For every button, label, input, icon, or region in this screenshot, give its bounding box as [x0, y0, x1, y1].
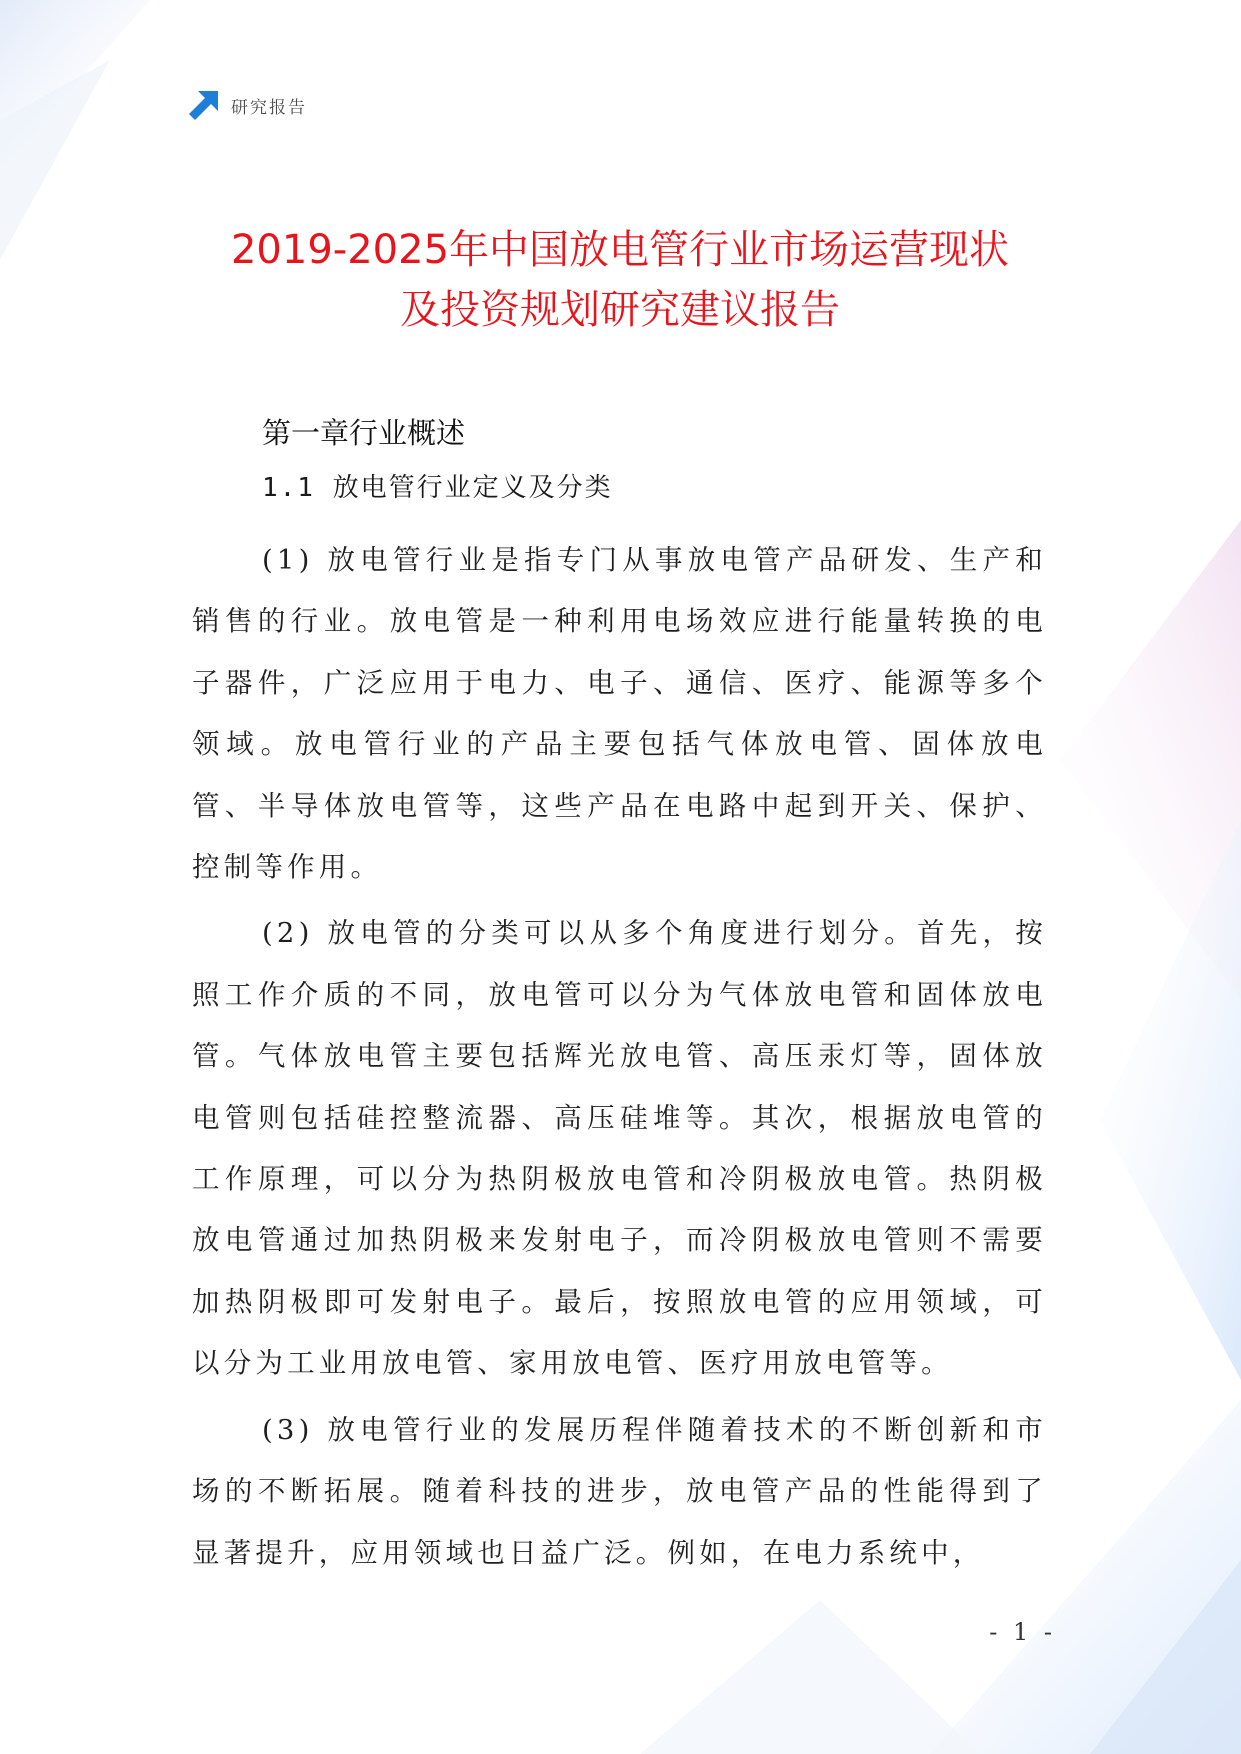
chapter-heading: 第一章行业概述	[262, 416, 466, 450]
main-content	[192, 412, 1047, 1584]
paragraph-3: (3) 放电管行业的发展历程伴随着技术的不断创新和市场的不断拓展。随着科技的进步，放电管产品的性能得到了显著提升，应用领域也日益广泛。例如，在电力系统中，	[192, 1413, 1047, 1569]
arrow-up-right-icon	[187, 88, 221, 122]
header-label: 研究报告	[231, 97, 307, 118]
title-line-2: 及投资规划研究建议报告	[400, 287, 840, 333]
report-header	[187, 88, 307, 122]
bottom-shape	[640, 1600, 980, 1754]
section-heading: 1.1 放电管行业定义及分类	[262, 473, 613, 503]
paragraph-2: (2) 放电管的分类可以从多个角度进行划分。首先，按照工作介质的不同，放电管可以分为气体放电管和固体放电管。气体放电管主要包括辉光放电管、高压汞灯等，固体放电管则包括硅控整流器、高压硅堆等。其次，根据放电管的工作原理，可以分为热阴极放电管和冷阴极放电管。热阴极放电管通过加热阴极来发射电子，而冷阴极放电管则不需要加热阴极即可发射电子。最后，按照放电管的应用领域，可以分为工业用放电管、家用放电管、医疗用放电管等。	[192, 917, 1047, 1380]
page-number: - 1 -	[989, 1618, 1056, 1646]
title-line-1: 2019-2025年中国放电管行业市场运营现状	[230, 227, 1010, 273]
paragraph-1: (1) 放电管行业是指专门从事放电管产品研发、生产和销售的行业。放电管是一种利用电场效应进行能量转换的电子器件，广泛应用于电力、电子、通信、医疗、能源等多个领域。放电管行业的产品主要包括气体放电管、固体放电管、半导体放电管等，这些产品在电路中起到开关、保护、控制等作用。	[192, 544, 1047, 884]
report-title	[150, 220, 1090, 340]
